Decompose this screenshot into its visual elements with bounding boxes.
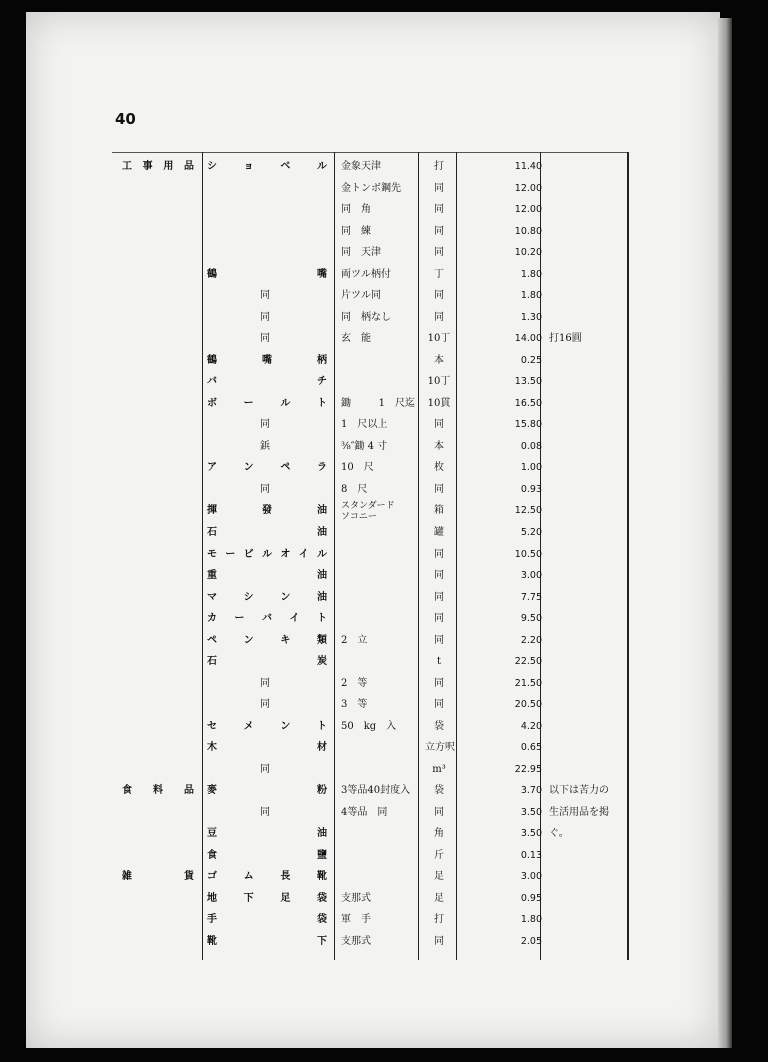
spec-cell: スタンダード (341, 501, 395, 511)
price-cell: 3.50 (520, 807, 542, 818)
unit-cell: 本 (434, 441, 444, 452)
price-cell: 1.80 (520, 290, 542, 301)
item-cell: 石 油 (207, 527, 327, 538)
price-cell: 20.50 (514, 699, 542, 710)
price-cell: 10.20 (514, 247, 542, 258)
spec-cell: 1 尺以上 (341, 419, 388, 430)
unit-cell: 打 (434, 161, 444, 172)
spec-cell: ⅜″鋤 4 寸 (341, 441, 388, 452)
unit-cell: 同 (434, 549, 444, 560)
price-cell: 7.75 (520, 592, 542, 603)
unit-cell: 同 (434, 592, 444, 603)
item-cell: 木 材 (207, 742, 327, 753)
unit-cell: 足 (434, 893, 444, 904)
price-cell: 5.20 (520, 527, 542, 538)
item-cell: 同 (260, 807, 270, 818)
unit-cell: 打 (434, 914, 444, 925)
unit-cell: 同 (434, 936, 444, 947)
item-cell: バ チ (207, 376, 327, 387)
item-cell: 同 (260, 484, 270, 495)
unit-cell: 同 (434, 635, 444, 646)
spec-cell: 2 立 (341, 635, 368, 646)
item-cell: ア ン ペ ラ (207, 462, 327, 473)
spec-cell: 軍 手 (341, 914, 371, 925)
price-cell: 16.50 (514, 398, 542, 409)
price-cell: 3.00 (520, 570, 542, 581)
unit-cell: 足 (434, 871, 444, 882)
spec-cell: 50 kg 入 (341, 721, 397, 732)
item-cell: 同 (260, 419, 270, 430)
price-cell: 22.50 (514, 656, 542, 667)
remark-cell: 打16圓 (549, 333, 582, 344)
item-cell: 同 (260, 290, 270, 301)
unit-cell: 10丁 (427, 376, 451, 387)
spec-cell: 同 柄なし (341, 312, 391, 323)
table-top-rule (112, 152, 629, 153)
price-cell: 22.95 (514, 764, 542, 775)
unit-cell: 10貫 (427, 398, 451, 409)
unit-cell: 袋 (434, 721, 444, 732)
spec-cell: 片ツル同 (341, 290, 381, 301)
item-cell: 手 袋 (207, 914, 327, 925)
unit-cell: 角 (434, 828, 444, 839)
unit-cell: 同 (434, 312, 444, 323)
item-cell: 同 (260, 678, 270, 689)
spec-cell: 8 尺 (341, 484, 368, 495)
price-cell: 12.50 (514, 505, 542, 516)
unit-cell: 枚 (434, 462, 444, 473)
item-cell: 石 炭 (207, 656, 327, 667)
spec-cell: 支那式 (341, 936, 371, 947)
item-cell: 同 (260, 312, 270, 323)
price-cell: 1.30 (520, 312, 542, 323)
remark-cell: ぐ。 (549, 828, 569, 839)
item-cell: セ メ ン ト (207, 721, 327, 732)
category-cell: 食 料 品 (122, 785, 194, 796)
unit-cell: 同 (434, 484, 444, 495)
item-cell: 鶴 嘴 (207, 269, 327, 280)
price-cell: 0.93 (520, 484, 542, 495)
price-cell: 0.95 (520, 893, 542, 904)
remark-cell: 以下は苦力の (549, 785, 609, 796)
spec-cell: 1 尺迄 (378, 398, 415, 409)
page-number: 40 (115, 110, 136, 128)
price-cell: 10.80 (514, 226, 542, 237)
unit-cell: 丁 (434, 269, 444, 280)
item-cell: 揮 發 油 (207, 505, 327, 516)
unit-cell: 同 (434, 247, 444, 258)
unit-cell: 同 (434, 290, 444, 301)
price-cell: 3.70 (520, 785, 542, 796)
unit-cell: 同 (434, 613, 444, 624)
unit-cell: 同 (434, 807, 444, 818)
spec-cell: 金象天津 (341, 161, 381, 172)
spec-cell: 10 尺 (341, 462, 374, 473)
spec-cell: 玄 能 (341, 333, 371, 344)
spec-cell: 両ツル柄付 (341, 269, 391, 280)
spec-prefix-cell: 鋤 (341, 398, 351, 409)
unit-cell: 同 (434, 419, 444, 430)
item-cell: 食 鹽 (207, 850, 327, 861)
price-cell: 15.80 (514, 419, 542, 430)
spec-cell: 同 角 (341, 204, 371, 215)
item-cell: 鶴 嘴 柄 (207, 355, 327, 366)
unit-cell: 10丁 (427, 333, 451, 344)
item-cell: 靴 下 (207, 936, 327, 947)
price-cell: 12.00 (514, 183, 542, 194)
item-cell: ゴ ム 長 靴 (207, 871, 327, 882)
price-cell: 12.00 (514, 204, 542, 215)
price-cell: 3.50 (520, 828, 542, 839)
item-cell: 麥 粉 (207, 785, 327, 796)
column-rule-right (627, 152, 629, 960)
item-cell: 同 (260, 764, 270, 775)
unit-cell: 同 (434, 678, 444, 689)
spec-cell: 3 等 (341, 699, 368, 710)
price-cell: 13.50 (514, 376, 542, 387)
price-cell: 0.08 (520, 441, 542, 452)
spec-cell: 同 天津 (341, 247, 381, 258)
spec-cell: 2 等 (341, 678, 368, 689)
category-cell: 工 事 用 品 (122, 161, 194, 172)
item-cell: 同 (260, 333, 270, 344)
price-cell: 1.80 (520, 914, 542, 925)
price-cell: 0.13 (520, 850, 542, 861)
unit-cell: 斤 (434, 850, 444, 861)
item-cell: シ ョ ベ ル (207, 161, 327, 172)
column-rule-1 (202, 152, 203, 960)
price-cell: 1.80 (520, 269, 542, 280)
unit-cell: 箱 (434, 505, 444, 516)
price-cell: 0.65 (520, 742, 542, 753)
unit-cell: 罐 (434, 527, 444, 538)
item-cell: 重 油 (207, 570, 327, 581)
spec-cell: 金トンボ鋼先 (341, 183, 401, 194)
unit-cell: 同 (434, 570, 444, 581)
column-rule-3 (418, 152, 419, 960)
item-cell: 同 (260, 699, 270, 710)
unit-cell: t (436, 656, 442, 667)
price-cell: 14.00 (514, 333, 542, 344)
price-cell: 21.50 (514, 678, 542, 689)
unit-cell: 同 (434, 204, 444, 215)
price-cell: 2.20 (520, 635, 542, 646)
spec-cell: 3等品40封度入 (341, 785, 411, 796)
unit-cell: 袋 (434, 785, 444, 796)
remark-cell: 生活用品を掲 (549, 807, 609, 818)
price-cell: 4.20 (520, 721, 542, 732)
price-cell: 3.00 (520, 871, 542, 882)
unit-cell: 同 (434, 226, 444, 237)
item-cell: ボ ー ル ト (207, 398, 327, 409)
unit-cell: m³ (432, 764, 446, 775)
column-rule-2 (334, 152, 335, 960)
item-cell: モ ー ビ ル オ イ ル (207, 549, 327, 560)
category-cell: 雑 貨 (122, 871, 194, 882)
unit-cell: 同 (434, 699, 444, 710)
column-rule-4 (456, 152, 457, 960)
price-cell: 0.25 (520, 355, 542, 366)
item-cell: マ シ ン 油 (207, 592, 327, 603)
unit-cell: 本 (434, 355, 444, 366)
unit-cell: 同 (434, 183, 444, 194)
spec-cell: 支那式 (341, 893, 371, 904)
price-cell: 9.50 (520, 613, 542, 624)
spec-cell-2: ソコニー (341, 512, 377, 522)
price-cell: 2.05 (520, 936, 542, 947)
item-cell: カ ー バ イ ト (207, 613, 327, 624)
spec-cell: 同 練 (341, 226, 371, 237)
item-cell: 豆 油 (207, 828, 327, 839)
page-edge (718, 18, 732, 1048)
price-cell: 11.40 (514, 161, 542, 172)
item-cell: 鋲 (260, 441, 270, 452)
unit-cell: 立方呎 (425, 742, 455, 753)
price-cell: 1.00 (520, 462, 542, 473)
spec-cell: 4等品 同 (341, 807, 388, 818)
price-cell: 10.50 (514, 549, 542, 560)
item-cell: ペ ン キ 類 (207, 635, 327, 646)
item-cell: 地 下 足 袋 (207, 893, 327, 904)
